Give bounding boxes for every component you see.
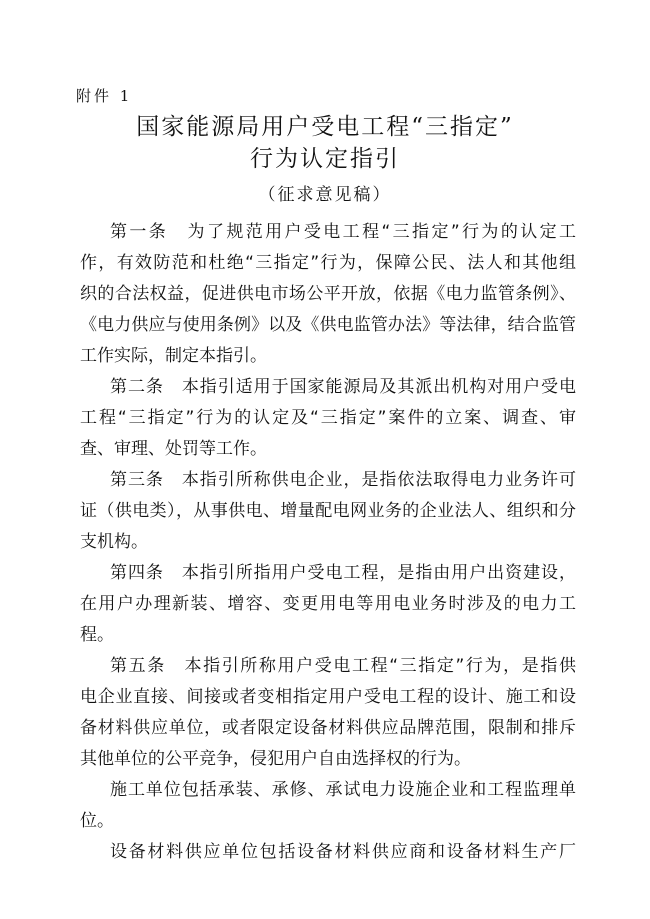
paragraph-line: 施工单位包括承装、承修、承试电力设施企业和工程监理单 [110, 780, 576, 800]
article-5-line: 其他单位的公平竞争，侵犯用户自由选择权的行为。 [80, 749, 471, 769]
paragraph-line: 位。 [80, 811, 114, 831]
article-3-line: 证（供电类），从事供电、增量配电网业务的企业法人、组织和分 [80, 501, 576, 521]
paragraph-line: 设备材料供应单位包括设备材料供应商和设备材料生产厂 [110, 842, 576, 862]
article-4-line: 第四条 本指引所指用户受电工程，是指由用户出资建设， [110, 563, 576, 583]
article-5-line: 电企业直接、间接或者变相指定用户受电工程的设计、施工和设 [80, 687, 576, 707]
article-3-line: 第三条 本指引所称供电企业，是指依法取得电力业务许可 [110, 470, 576, 490]
attachment-label: 附件 1 [76, 87, 133, 105]
article-1-line: 工作实际，制定本指引。 [80, 346, 267, 366]
document-subtitle: （征求意见稿） [258, 185, 392, 205]
article-1-line: 《电力供应与使用条例》以及《供电监管办法》等法律，结合监管 [80, 315, 576, 335]
article-4-line: 程。 [80, 625, 114, 645]
document-title-line-1: 国家能源局用户受电工程“三指定” [136, 114, 514, 140]
article-2-line: 第二条 本指引适用于国家能源局及其派出机构对用户受电 [110, 377, 576, 397]
article-5-line: 第五条 本指引所称用户受电工程“三指定”行为，是指供 [110, 656, 576, 676]
article-2-line: 查、审理、处罚等工作。 [80, 439, 267, 459]
article-1-line: 第一条 为了规范用户受电工程“三指定”行为的认定工 [110, 222, 576, 242]
article-4-line: 在用户办理新装、增容、变更用电等用电业务时涉及的电力工 [80, 594, 576, 614]
article-2-line: 工程“三指定”行为的认定及“三指定”案件的立案、调查、审 [80, 408, 576, 428]
article-1-line: 作，有效防范和杜绝“三指定”行为，保障公民、法人和其他组 [80, 253, 576, 273]
article-3-line: 支机构。 [80, 532, 148, 552]
article-1-line: 织的合法权益，促进供电市场公平开放，依据《电力监管条例》、 [80, 284, 576, 304]
document-title-line-2: 行为认定指引 [250, 146, 400, 172]
article-5-line: 备材料供应单位，或者限定设备材料供应品牌范围，限制和排斥 [80, 718, 576, 738]
